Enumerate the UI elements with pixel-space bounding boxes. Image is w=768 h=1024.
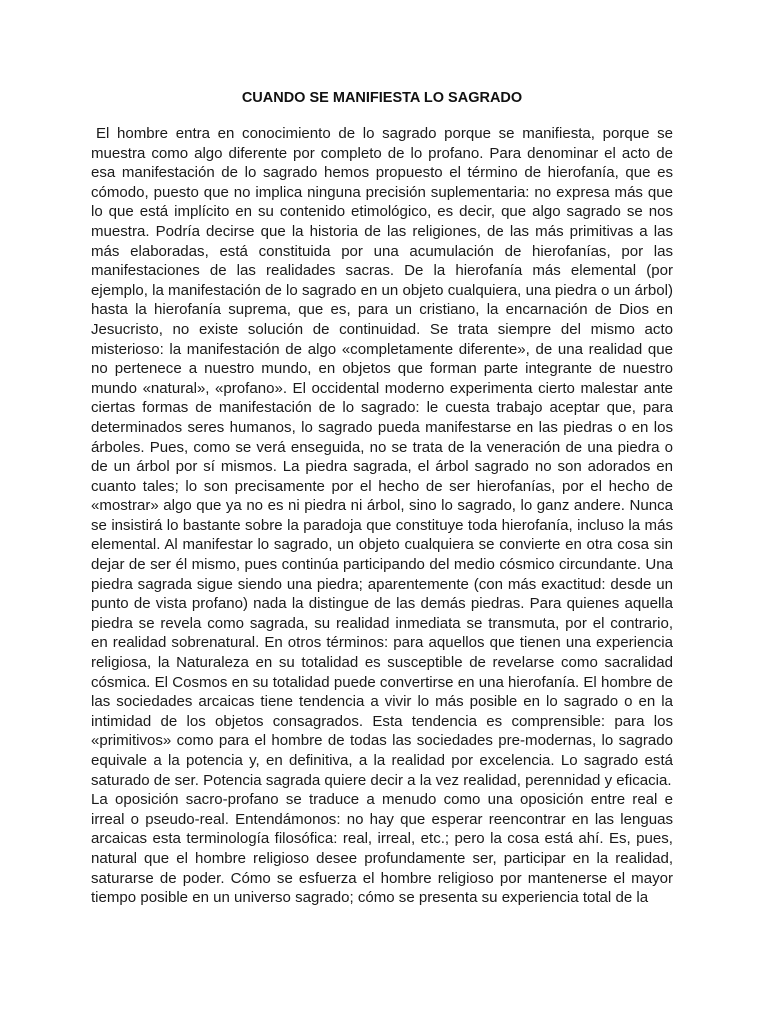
document-title: CUANDO SE MANIFIESTA LO SAGRADO — [241, 90, 523, 106]
paragraph-2: La oposición sacro-profano se traduce a menudo como una oposición entre real e irreal o pseudo-real. Entendámonos: no hay que esperar reencontrar en las lenguas arcaicas esta terminología filosófica: real, irreal, etc.; pero la cosa está ahí. Es, pues, natural que el hombre religioso desee profundamente ser, participar en la realidad, saturarse de poder. Cómo se esfuerza el hombre religioso por mantenerse el mayor tiempo posible en un universo sagrado; cómo se presenta su experiencia total de la — [91, 791, 673, 907]
paragraph-1 — [91, 124, 673, 790]
document-body — [91, 124, 673, 908]
paragraph-1-text: El hombre entra en conocimiento de lo sagrado porque se manifiesta, porque se muestra como algo diferente por completo de lo profano. Para denominar el acto de esa manifestación de lo sagrado hemos propuesto el término de hierofanía, que es cómodo, puesto que no implica ninguna precisión suplementaria: no expresa más que lo que está implícito en su contenido etimológico, es decir, que algo sagrado se nos muestra. Podría decirse que la historia de las religiones, de las más primitivas a las más elaboradas, está constituida por una acumulación de hierofanías, por las manifestaciones de las realidades sacras. De la hierofanía más elemental (por ejemplo, la manifestación de lo sagrado en un objeto cualquiera, una piedra o un árbol) hasta la hierofanía suprema, que es, para un cristiano, la encarnación de Dios en Jesucristo, no existe solución de continuidad. Se trata siempre del mismo acto misterioso: la manifestación de algo «completamente diferente», de una realidad que no pertenece a nuestro mundo, en objetos que forman parte integrante de nuestro mundo «natural», «profano». El occidental moderno experimenta cierto malestar ante ciertas formas de manifestación de lo sagrado: le cuesta trabajo aceptar que, para determinados seres humanos, lo sagrado pueda manifestarse en las piedras o en los árboles. Pues, como se verá enseguida, no se trata de la veneración de una piedra o de un árbol por sí mismos. La piedra sagrada, el árbol sagrado no son adorados en cuanto tales; lo son precisamente por el hecho de ser hierofanías, por el hecho de «mostrar» algo que ya no es ni piedra ni árbol, sino lo sagrado, lo ganz andere. Nunca se insistirá lo bastante sobre la paradoja que constituye toda hierofanía, incluso la más elemental. Al manifestar lo sagrado, un objeto cualquiera se convierte en otra cosa sin dejar de ser él mismo, pues continúa participando del medio cósmico circundante. Una piedra sagrada sigue siendo una piedra; aparentemente (con más exactitud: desde un punto de vista profano) nada la distingue de las demás piedras. Para quienes aquella piedra se revela como sagrada, su realidad inmediata se transmuta, por el contrario, en realidad sobrenatural. En otros términos: para aquellos que tienen una experiencia religiosa, la Naturaleza en su totalidad es susceptible de revelarse como sacralidad cósmica. El Cosmos en su totalidad puede convertirse en una hierofanía. El hombre de las sociedades arcaicas tiene tendencia a vivir lo más posible en lo sagrado o en la intimidad de los objetos consagrados. Esta tendencia es comprensible: para los «primitivos» como para el hombre de todas las sociedades pre-modernas, lo sagrado equivale a la potencia y, en definitiva, a la realidad por excelencia. Lo sagrado está saturado de ser. Potencia sagrada quiere decir a la vez realidad, perennidad y eficacia. — [91, 125, 673, 789]
